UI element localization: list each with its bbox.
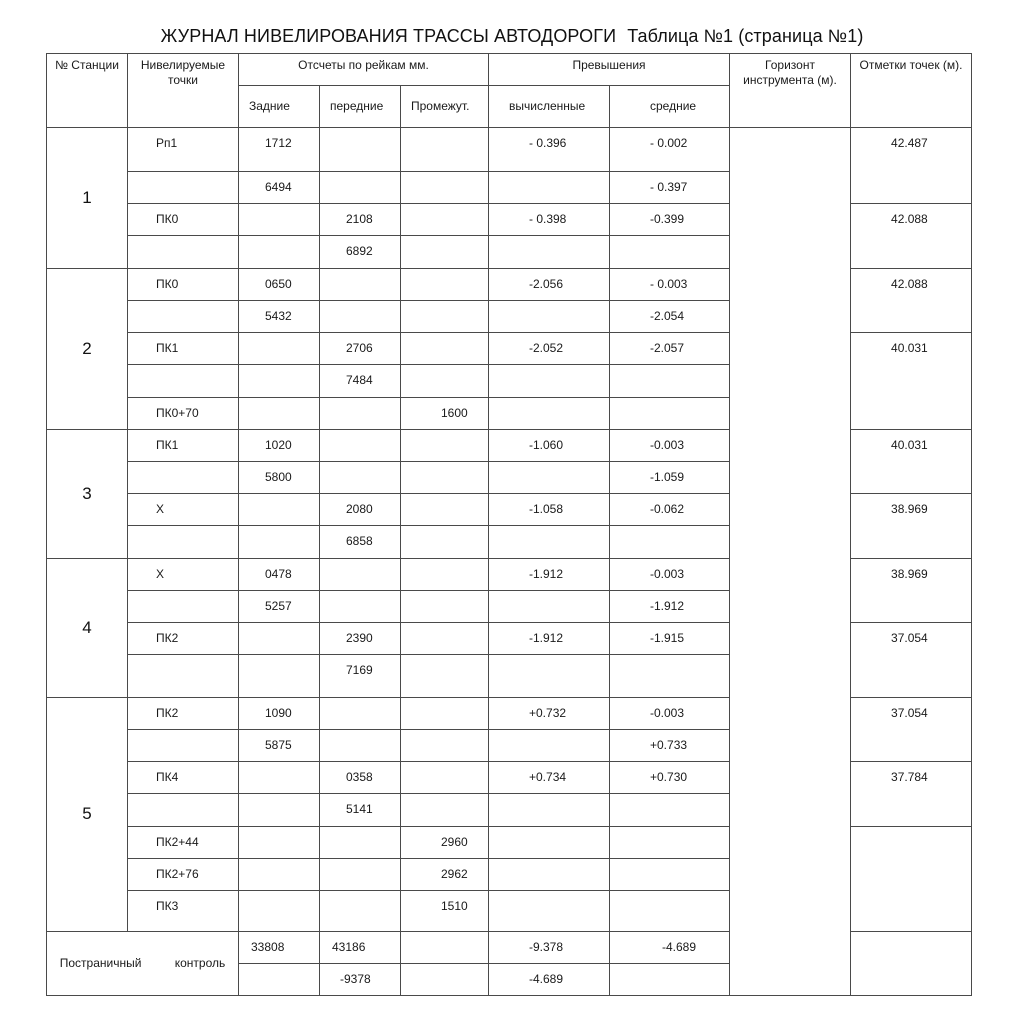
intermediate-reading bbox=[401, 623, 489, 655]
computed-elevation: - 0.398 bbox=[489, 204, 610, 236]
intermediate-reading bbox=[401, 494, 489, 526]
station-number: 3 bbox=[47, 429, 128, 558]
intermediate-reading bbox=[401, 655, 489, 697]
computed-elevation bbox=[489, 655, 610, 697]
computed-elevation bbox=[489, 794, 610, 826]
computed-elevation: - 0.396 bbox=[489, 127, 610, 171]
point-name: X bbox=[128, 494, 239, 526]
back-reading: 1712 bbox=[239, 127, 320, 171]
average-elevation: -0.003 bbox=[610, 697, 730, 729]
point-mark: 40.031 bbox=[851, 429, 972, 493]
computed-elevation bbox=[489, 171, 610, 203]
intermediate-reading bbox=[401, 794, 489, 826]
header-row-1 bbox=[47, 54, 972, 86]
back-reading: 5432 bbox=[239, 300, 320, 332]
intermediate-reading bbox=[401, 697, 489, 729]
front-reading bbox=[320, 300, 401, 332]
computed-elevation: -1.060 bbox=[489, 429, 610, 461]
back-reading: 5875 bbox=[239, 729, 320, 761]
header-readings: Отсчеты по рейкам мм. bbox=[239, 54, 489, 86]
point-name bbox=[128, 236, 239, 268]
control-average-2 bbox=[610, 963, 730, 995]
front-reading: 2108 bbox=[320, 204, 401, 236]
back-reading bbox=[239, 494, 320, 526]
point-name: ПК2 bbox=[128, 623, 239, 655]
point-name: ПК2 bbox=[128, 697, 239, 729]
computed-elevation: +0.732 bbox=[489, 697, 610, 729]
back-reading bbox=[239, 891, 320, 931]
average-elevation bbox=[610, 891, 730, 931]
horizon-column bbox=[730, 127, 851, 931]
back-reading bbox=[239, 655, 320, 697]
average-elevation: -0.062 bbox=[610, 494, 730, 526]
average-elevation: -2.057 bbox=[610, 333, 730, 365]
average-elevation bbox=[610, 826, 730, 858]
point-name: ПК4 bbox=[128, 762, 239, 794]
back-reading bbox=[239, 236, 320, 268]
intermediate-reading: 2962 bbox=[401, 858, 489, 890]
intermediate-reading bbox=[401, 461, 489, 493]
average-elevation: - 0.003 bbox=[610, 268, 730, 300]
back-reading bbox=[239, 526, 320, 558]
front-reading bbox=[320, 268, 401, 300]
front-reading bbox=[320, 729, 401, 761]
computed-elevation: -1.912 bbox=[489, 558, 610, 590]
point-name bbox=[128, 590, 239, 622]
point-name bbox=[128, 729, 239, 761]
back-reading bbox=[239, 397, 320, 429]
front-reading bbox=[320, 429, 401, 461]
average-elevation: +0.730 bbox=[610, 762, 730, 794]
average-elevation: -1.059 bbox=[610, 461, 730, 493]
station-number: 2 bbox=[47, 268, 128, 429]
front-reading: 7484 bbox=[320, 365, 401, 397]
point-mark: 42.088 bbox=[851, 268, 972, 332]
average-elevation: -0.003 bbox=[610, 558, 730, 590]
front-reading bbox=[320, 397, 401, 429]
computed-elevation bbox=[489, 858, 610, 890]
point-name: ПК2+76 bbox=[128, 858, 239, 890]
intermediate-reading bbox=[401, 333, 489, 365]
header-average: средние bbox=[610, 86, 730, 127]
intermediate-reading: 1600 bbox=[401, 397, 489, 429]
back-reading bbox=[239, 794, 320, 826]
computed-elevation bbox=[489, 826, 610, 858]
control-front-sum: 43186 bbox=[320, 931, 401, 963]
header-computed: вычисленные bbox=[489, 86, 610, 127]
station-number: 5 bbox=[47, 697, 128, 931]
point-mark: 37.054 bbox=[851, 697, 972, 761]
average-elevation bbox=[610, 365, 730, 397]
back-reading: 0650 bbox=[239, 268, 320, 300]
title-main: ЖУРНАЛ НИВЕЛИРОВАНИЯ ТРАССЫ АВТОДОРОГИ bbox=[160, 26, 617, 46]
average-elevation: - 0.397 bbox=[610, 171, 730, 203]
computed-elevation: -2.052 bbox=[489, 333, 610, 365]
page-title bbox=[0, 26, 1024, 47]
point-name bbox=[128, 461, 239, 493]
average-elevation bbox=[610, 397, 730, 429]
front-reading bbox=[320, 826, 401, 858]
intermediate-reading bbox=[401, 429, 489, 461]
point-name bbox=[128, 365, 239, 397]
intermediate-reading bbox=[401, 171, 489, 203]
header-marks: Отметки точек (м). bbox=[851, 54, 972, 128]
intermediate-reading bbox=[401, 268, 489, 300]
average-elevation: -0.003 bbox=[610, 429, 730, 461]
point-name: ПК0+70 bbox=[128, 397, 239, 429]
point-mark: 38.969 bbox=[851, 558, 972, 622]
average-elevation bbox=[610, 794, 730, 826]
back-reading bbox=[239, 826, 320, 858]
point-mark: 42.088 bbox=[851, 204, 972, 268]
station-number: 1 bbox=[47, 127, 128, 268]
back-reading bbox=[239, 858, 320, 890]
control-computed-half: -4.689 bbox=[489, 963, 610, 995]
computed-elevation bbox=[489, 397, 610, 429]
front-reading: 6858 bbox=[320, 526, 401, 558]
table-body bbox=[47, 127, 972, 931]
header-elevations: Превышения bbox=[489, 54, 730, 86]
header-station: № Станции bbox=[47, 54, 128, 128]
point-name: ПК3 bbox=[128, 891, 239, 931]
computed-elevation: -1.058 bbox=[489, 494, 610, 526]
control-row bbox=[47, 931, 972, 963]
back-reading: 1020 bbox=[239, 429, 320, 461]
control-computed-sum: -9.378 bbox=[489, 931, 610, 963]
control-inter-2 bbox=[401, 963, 489, 995]
average-elevation: -2.054 bbox=[610, 300, 730, 332]
control-back-sum: 33808 bbox=[239, 931, 320, 963]
computed-elevation bbox=[489, 526, 610, 558]
point-name: X bbox=[128, 558, 239, 590]
control-back-2 bbox=[239, 963, 320, 995]
table-row bbox=[47, 127, 972, 171]
computed-elevation bbox=[489, 590, 610, 622]
back-reading bbox=[239, 333, 320, 365]
intermediate-reading bbox=[401, 236, 489, 268]
average-elevation: +0.733 bbox=[610, 729, 730, 761]
front-reading bbox=[320, 697, 401, 729]
intermediate-reading: 2960 bbox=[401, 826, 489, 858]
point-mark: 40.031 bbox=[851, 333, 972, 430]
intermediate-reading bbox=[401, 558, 489, 590]
intermediate-reading bbox=[401, 204, 489, 236]
front-reading: 7169 bbox=[320, 655, 401, 697]
front-reading bbox=[320, 590, 401, 622]
point-name: ПК0 bbox=[128, 204, 239, 236]
front-reading: 2080 bbox=[320, 494, 401, 526]
point-name: ПК2+44 bbox=[128, 826, 239, 858]
front-reading bbox=[320, 558, 401, 590]
point-name bbox=[128, 171, 239, 203]
average-elevation: -1.915 bbox=[610, 623, 730, 655]
computed-elevation: -2.056 bbox=[489, 268, 610, 300]
front-reading bbox=[320, 858, 401, 890]
intermediate-reading bbox=[401, 526, 489, 558]
average-elevation bbox=[610, 655, 730, 697]
front-reading: 0358 bbox=[320, 762, 401, 794]
back-reading: 1090 bbox=[239, 697, 320, 729]
average-elevation bbox=[610, 526, 730, 558]
intermediate-reading bbox=[401, 127, 489, 171]
point-name bbox=[128, 655, 239, 697]
point-mark: 37.054 bbox=[851, 623, 972, 698]
front-reading: 2390 bbox=[320, 623, 401, 655]
control-label: Постраничный контроль bbox=[47, 931, 239, 996]
control-horizon bbox=[730, 931, 851, 996]
point-name bbox=[128, 300, 239, 332]
back-reading: 5257 bbox=[239, 590, 320, 622]
computed-elevation: -1.912 bbox=[489, 623, 610, 655]
back-reading bbox=[239, 623, 320, 655]
back-reading: 0478 bbox=[239, 558, 320, 590]
front-reading: 2706 bbox=[320, 333, 401, 365]
back-reading bbox=[239, 762, 320, 794]
back-reading bbox=[239, 365, 320, 397]
intermediate-reading bbox=[401, 365, 489, 397]
back-reading: 5800 bbox=[239, 461, 320, 493]
point-mark: 37.784 bbox=[851, 762, 972, 826]
back-reading bbox=[239, 204, 320, 236]
average-elevation bbox=[610, 858, 730, 890]
point-mark bbox=[851, 826, 972, 931]
intermediate-reading bbox=[401, 762, 489, 794]
front-reading: 5141 bbox=[320, 794, 401, 826]
front-reading bbox=[320, 127, 401, 171]
control-mark bbox=[851, 931, 972, 996]
title-sub: Таблица №1 (страница №1) bbox=[627, 26, 864, 46]
header-front: передние bbox=[320, 86, 401, 127]
header-intermediate: Промежут. bbox=[401, 86, 489, 127]
point-name bbox=[128, 526, 239, 558]
control-average-sum: -4.689 bbox=[610, 931, 730, 963]
computed-elevation bbox=[489, 300, 610, 332]
point-name: ПК0 bbox=[128, 268, 239, 300]
intermediate-reading bbox=[401, 590, 489, 622]
intermediate-reading bbox=[401, 300, 489, 332]
computed-elevation: +0.734 bbox=[489, 762, 610, 794]
average-elevation: -1.912 bbox=[610, 590, 730, 622]
header-horizon: Горизонт инструмента (м). bbox=[730, 54, 851, 128]
back-reading: 6494 bbox=[239, 171, 320, 203]
point-name: Рп1 bbox=[128, 127, 239, 171]
computed-elevation bbox=[489, 236, 610, 268]
leveling-journal-table bbox=[46, 53, 972, 996]
header-back: Задние bbox=[239, 86, 320, 127]
computed-elevation bbox=[489, 461, 610, 493]
front-reading: 6892 bbox=[320, 236, 401, 268]
average-elevation: -0.399 bbox=[610, 204, 730, 236]
intermediate-reading: 1510 bbox=[401, 891, 489, 931]
station-number: 4 bbox=[47, 558, 128, 697]
header-points: Нивелируемые точки bbox=[128, 54, 239, 128]
point-name: ПК1 bbox=[128, 333, 239, 365]
control-inter bbox=[401, 931, 489, 963]
control-front-diff: -9378 bbox=[320, 963, 401, 995]
point-name bbox=[128, 794, 239, 826]
computed-elevation bbox=[489, 365, 610, 397]
point-name: ПК1 bbox=[128, 429, 239, 461]
front-reading bbox=[320, 891, 401, 931]
average-elevation bbox=[610, 236, 730, 268]
computed-elevation bbox=[489, 729, 610, 761]
front-reading bbox=[320, 171, 401, 203]
average-elevation: - 0.002 bbox=[610, 127, 730, 171]
front-reading bbox=[320, 461, 401, 493]
intermediate-reading bbox=[401, 729, 489, 761]
point-mark: 42.487 bbox=[851, 127, 972, 204]
computed-elevation bbox=[489, 891, 610, 931]
point-mark: 38.969 bbox=[851, 494, 972, 558]
